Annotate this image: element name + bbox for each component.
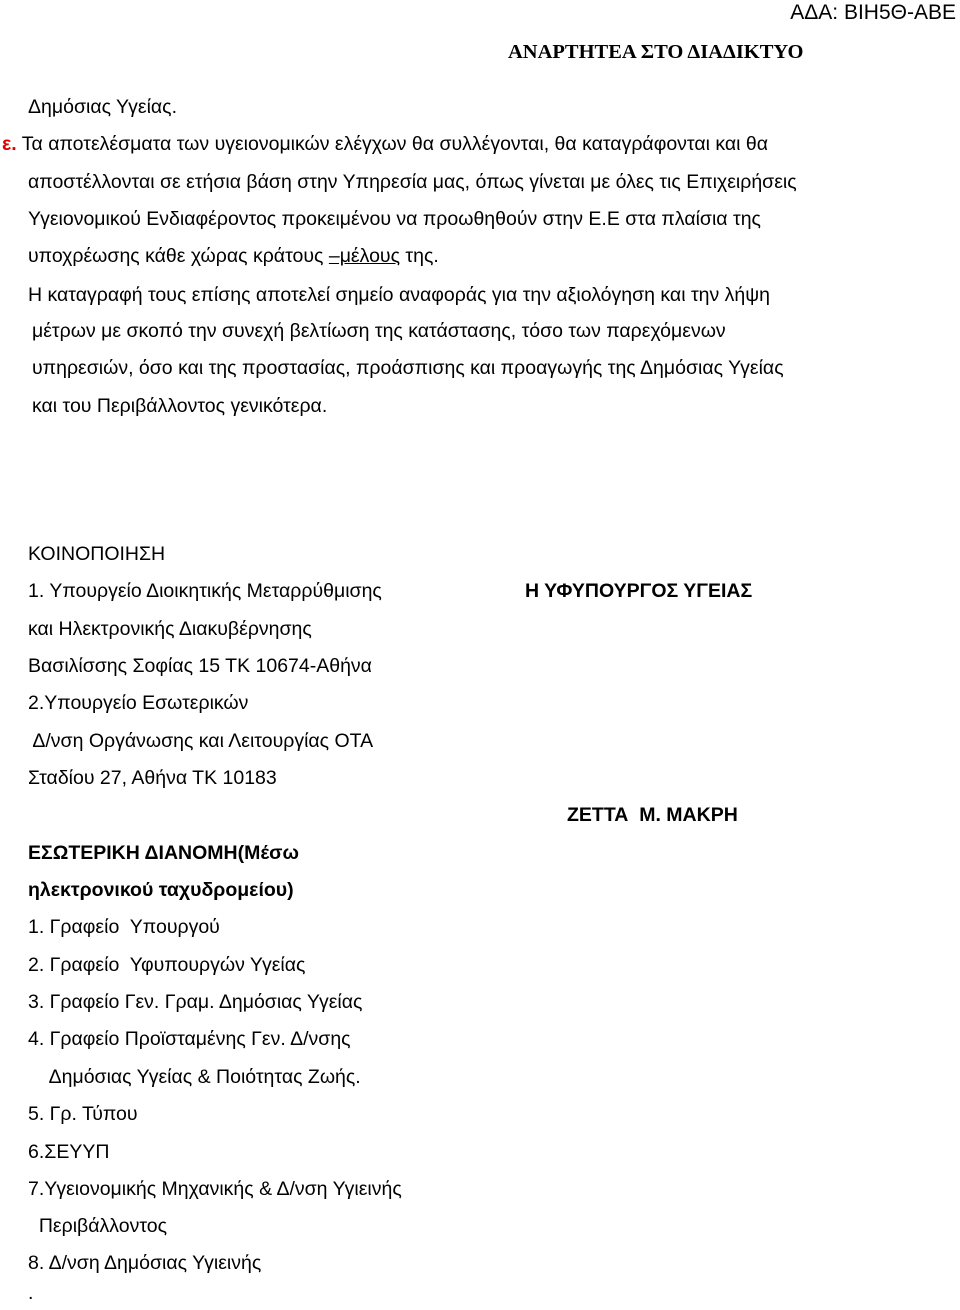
distribution-item: 3. Γραφείο Γεν. Γραμ. Δημόσιας Υγείας [28, 991, 363, 1013]
internal-title: ηλεκτρονικού ταχυδρομείου) [28, 879, 294, 901]
distribution-item: Περιβάλλοντος [28, 1215, 167, 1237]
body-line: υποχρέωσης κάθε χώρας κράτους –μέλους της. [28, 245, 439, 267]
recipient-line: Δ/νση Οργάνωσης και Λειτουργίας ΟΤΑ [28, 730, 374, 752]
underlined-text: –μέλους [328, 245, 400, 267]
body-line: υπηρεσιών, όσο και της προστασίας, προάσπισης και προαγωγής της Δημόσιας Υγείας [32, 357, 784, 379]
recipient-line: Σταδίου 27, Αθήνα ΤΚ 10183 [28, 767, 277, 789]
trailing-dot: . [28, 1282, 34, 1304]
internal-title: ΕΣΩΤΕΡΙΚΗ ΔΙΑΝΟΜΗ(Μέσω [28, 842, 299, 864]
body-line: Τα αποτελέσματα των υγειονομικών ελέγχων θα συλλέγονται, θα καταγράφονται και θα [21, 133, 769, 155]
recipient-line: και Ηλεκτρονικής Διακυβέρνησης [28, 618, 312, 640]
item-e-marker: ε. [2, 133, 17, 155]
distribution-item: 1. Γραφείο Υπουργού [28, 916, 220, 938]
body-line: αποστέλλονται σε ετήσια βάση στην Υπηρεσία μας, όπως γίνεται με όλες τις Επιχειρήσεις [28, 171, 797, 193]
distribution-item: 2. Γραφείο Υφυπουργών Υγείας [28, 954, 306, 976]
distribution-item: Δημόσιας Υγείας & Ποιότητας Ζωής. [28, 1066, 361, 1088]
ada-code: ΑΔΑ: ΒΙΗ5Θ-ΑΒΕ [790, 1, 956, 24]
recipient-line: 1. Υπουργείο Διοικητικής Μεταρρύθμισης [28, 580, 382, 602]
recipient-line: 2.Υπουργείο Εσωτερικών [28, 692, 249, 714]
body-line: και του Περιβάλλοντος γενικότερα. [32, 395, 328, 417]
body-line: μέτρων με σκοπό την συνεχή βελτίωση της κατάστασης, τόσο των παρεχόμενων [32, 320, 726, 342]
signature-name: ΖΕΤΤΑ Μ. ΜΑΚΡΗ [567, 804, 738, 826]
distribution-item: 5. Γρ. Τύπου [28, 1103, 138, 1125]
signature-role: Η ΥΦΥΠΟΥΡΓΟΣ ΥΓΕΙΑΣ [525, 580, 753, 602]
body-line: Δημόσιας Υγείας. [28, 96, 177, 118]
publish-online-heading: ΑΝΑΡΤΗΤΕΑ ΣΤΟ ΔΙΑΔΙΚΤΥΟ [508, 41, 804, 63]
recipient-line: Βασιλίσσης Σοφίας 15 ΤΚ 10674-Αθήνα [28, 655, 372, 677]
distribution-item: 6.ΣΕΥΥΠ [28, 1141, 110, 1163]
body-line: Η καταγραφή τους επίσης αποτελεί σημείο αναφοράς για την αξιολόγηση και την λήψη [28, 284, 770, 306]
distribution-item: 4. Γραφείο Προϊσταμένης Γεν. Δ/νσης [28, 1028, 351, 1050]
item-e [2, 133, 768, 156]
distribution-item: 8. Δ/νση Δημόσιας Υγιεινής [28, 1252, 262, 1274]
distribution-item: 7.Υγειονομικής Μηχανικής & Δ/νση Υγιεινής [28, 1178, 402, 1200]
body-line: Υγειονομικού Ενδιαφέροντος προκειμένου να προωθηθούν στην Ε.Ε στα πλαίσια της [28, 208, 761, 230]
koinopoiisi-title: ΚΟΙΝΟΠΟΙΗΣΗ [28, 543, 166, 565]
